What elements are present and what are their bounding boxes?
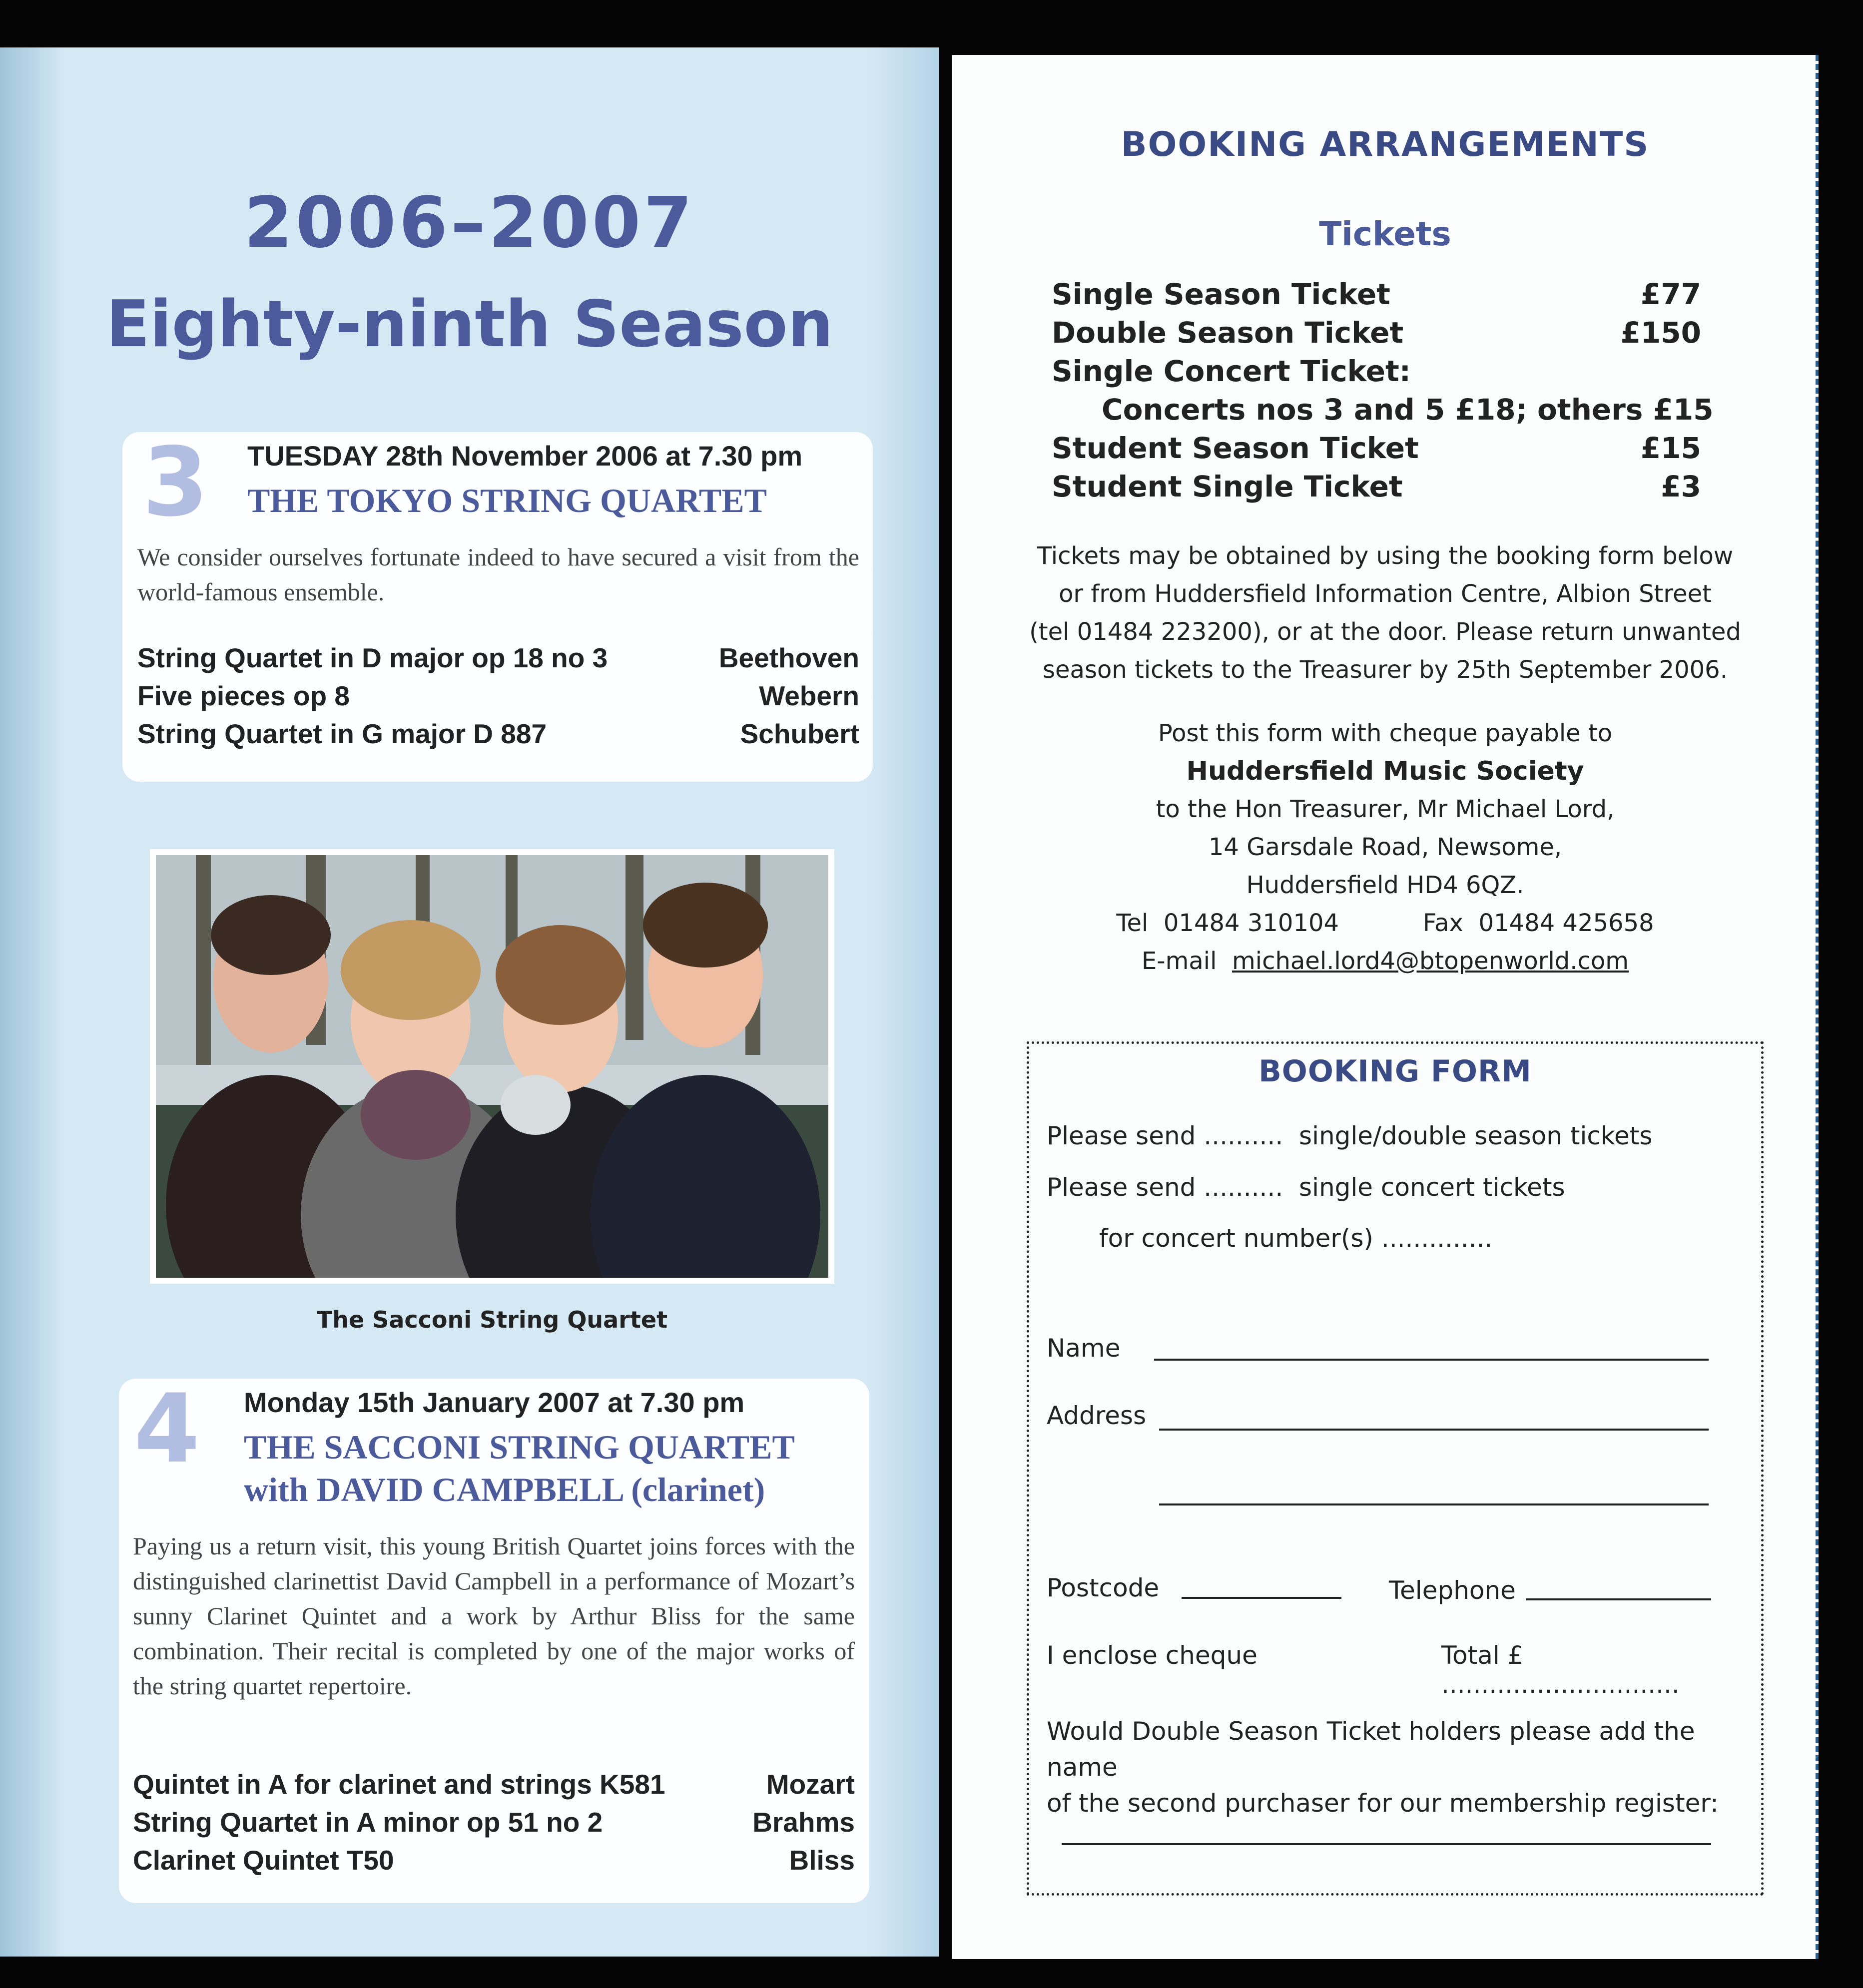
ticket-price: £3 [1661, 470, 1701, 503]
ticket-label: Single Concert Ticket: [1052, 354, 1411, 388]
ticket-row [1052, 431, 1701, 465]
info-line: season tickets to the Treasurer by 25th September 2006. [1043, 656, 1728, 684]
composer: Mozart [766, 1769, 855, 1800]
right-page [952, 55, 1819, 1959]
ticket-info [952, 537, 1819, 689]
work-title: Clarinet Quintet T50 [133, 1845, 394, 1876]
programme-list [133, 1768, 855, 1882]
email-label: E-mail [1141, 947, 1217, 975]
ticket-price: £77 [1640, 277, 1701, 311]
address-line: to the Hon Treasurer, Mr Michael Lord, [1156, 795, 1615, 823]
concert-description: We consider ourselves fortunate indeed to have secured a visit from the world-famous ensemble. [137, 543, 859, 606]
tel-label: Tel [1116, 909, 1149, 937]
season-tickets-request [1047, 1121, 1652, 1150]
telephone-input-line[interactable] [1526, 1598, 1711, 1600]
concert-description: Paying us a return visit, this young British Quartet joins forces with the distinguished clarinettist David Campbell in a performance of Mozart’s sunny Clarinet Quintet and a work by Arthur Bliss for the same combination. Their recital is completed by one of the major works of the string quartet repertoire. [133, 1532, 855, 1700]
telephone-label: Telephone [1389, 1576, 1516, 1605]
ticket-row [1052, 316, 1701, 350]
programme-item [133, 1806, 855, 1844]
address-input-line-2[interactable] [1159, 1503, 1709, 1505]
name-input-line[interactable] [1154, 1359, 1709, 1361]
send-quantity-field[interactable]: Please send .......... [1047, 1173, 1283, 1202]
info-line: or from Huddersfield Information Centre, Albion Street [1059, 580, 1712, 608]
send-quantity-field[interactable]: Please send .......... [1047, 1121, 1283, 1150]
ticket-row [1052, 277, 1701, 311]
concert-date: Monday 15th January 2007 at 7.30 pm [244, 1387, 745, 1418]
tickets-heading: Tickets [1319, 215, 1451, 253]
concert-date: TUESDAY 28th November 2006 at 7.30 pm [247, 440, 803, 472]
composer: Webern [759, 680, 859, 711]
info-line: Tickets may be obtained by using the booking form below [1037, 542, 1734, 570]
concert-number: 4 [134, 1374, 200, 1484]
address-line: 14 Garsdale Road, Newsome, [1208, 833, 1562, 861]
concert-prices: Concerts nos 3 and 5 £18; others £15 [1102, 393, 1714, 427]
booking-form-title: BOOKING FORM [1258, 1054, 1532, 1089]
tel-number: 01484 310104 [1163, 909, 1339, 937]
ticket-price: £15 [1640, 431, 1701, 465]
name-label: Name [1047, 1334, 1121, 1363]
season-name: Eighty-ninth Season [106, 287, 833, 362]
ticket-label: Single Season Ticket [1052, 277, 1390, 311]
note-line: of the second purchaser for our membership register: [1047, 1789, 1719, 1818]
concert-numbers-field[interactable]: for concert number(s) .............. [1099, 1224, 1493, 1253]
note-line: Would Double Season Ticket holders please add the name [1047, 1717, 1695, 1782]
booking-form [1027, 1041, 1764, 1896]
programme-item [137, 680, 859, 718]
ticket-row [1052, 354, 1701, 388]
contact-phone-fax [952, 904, 1819, 942]
work-title: Five pieces op 8 [137, 680, 350, 711]
society-name: Huddersfield Music Society [1186, 756, 1584, 786]
ticket-label: Student Season Ticket [1052, 431, 1419, 465]
contact-email [952, 942, 1819, 980]
ticket-label: Double Season Ticket [1052, 316, 1404, 350]
programme-item [133, 1844, 855, 1882]
composer: Brahms [752, 1807, 855, 1838]
info-line: (tel 01484 223200), or at the door. Please return unwanted [1029, 618, 1741, 646]
ensemble-subtitle: with DAVID CAMPBELL (clarinet) [244, 1471, 765, 1508]
work-title: String Quartet in A minor op 51 no 2 [133, 1807, 603, 1838]
postcode-input-line[interactable] [1182, 1597, 1341, 1599]
programme-item [133, 1768, 855, 1806]
composer: Schubert [740, 718, 859, 749]
ticket-label: Student Single Ticket [1052, 470, 1403, 503]
season-years: 2006–2007 [244, 182, 695, 264]
email-link[interactable]: michael.lord4@btopenworld.com [1232, 947, 1629, 975]
composer: Beethoven [718, 642, 859, 673]
quartet-photo-image [156, 855, 828, 1278]
concert-4-card [119, 1374, 869, 1903]
work-title: Quintet in A for clarinet and strings K581 [133, 1769, 665, 1800]
address-line: Huddersfield HD4 6QZ. [1246, 871, 1524, 899]
concert-3-card [122, 427, 873, 782]
postal-info [952, 714, 1819, 980]
perforation-edge [1811, 55, 1819, 1959]
ensemble-name: THE SACCONI STRING QUARTET [244, 1428, 795, 1466]
quartet-photo [150, 849, 834, 1284]
second-purchaser-input-line[interactable] [1062, 1843, 1711, 1845]
post-line: Post this form with cheque payable to [1158, 719, 1613, 747]
work-title: String Quartet in G major D 887 [137, 718, 547, 749]
programme-item [137, 718, 859, 756]
send-item-label: single concert tickets [1299, 1173, 1565, 1202]
ensemble-name: THE TOKYO STRING QUARTET [247, 482, 767, 519]
double-ticket-note [1047, 1713, 1761, 1821]
postcode-label: Postcode [1047, 1573, 1160, 1602]
cheque-label: I enclose cheque [1047, 1641, 1257, 1670]
ticket-row [1052, 470, 1701, 503]
concert-tickets-request [1047, 1173, 1565, 1202]
concert-number: 3 [142, 427, 209, 537]
photo-caption: The Sacconi String Quartet [316, 1306, 668, 1333]
composer: Bliss [789, 1845, 855, 1876]
address-label: Address [1047, 1401, 1147, 1430]
programme-item [137, 642, 859, 680]
programme-list [137, 642, 859, 756]
address-input-line[interactable] [1159, 1429, 1709, 1431]
ticket-price: £150 [1620, 316, 1701, 350]
fax-label: Fax [1422, 909, 1463, 937]
left-page [0, 47, 939, 1957]
booking-arrangements-title: BOOKING ARRANGEMENTS [1121, 125, 1650, 164]
total-field[interactable]: Total £ .............................. [1441, 1641, 1680, 1699]
fax-number: 01484 425658 [1478, 909, 1654, 937]
send-item-label: single/double season tickets [1299, 1121, 1653, 1150]
work-title: String Quartet in D major op 18 no 3 [137, 642, 608, 673]
